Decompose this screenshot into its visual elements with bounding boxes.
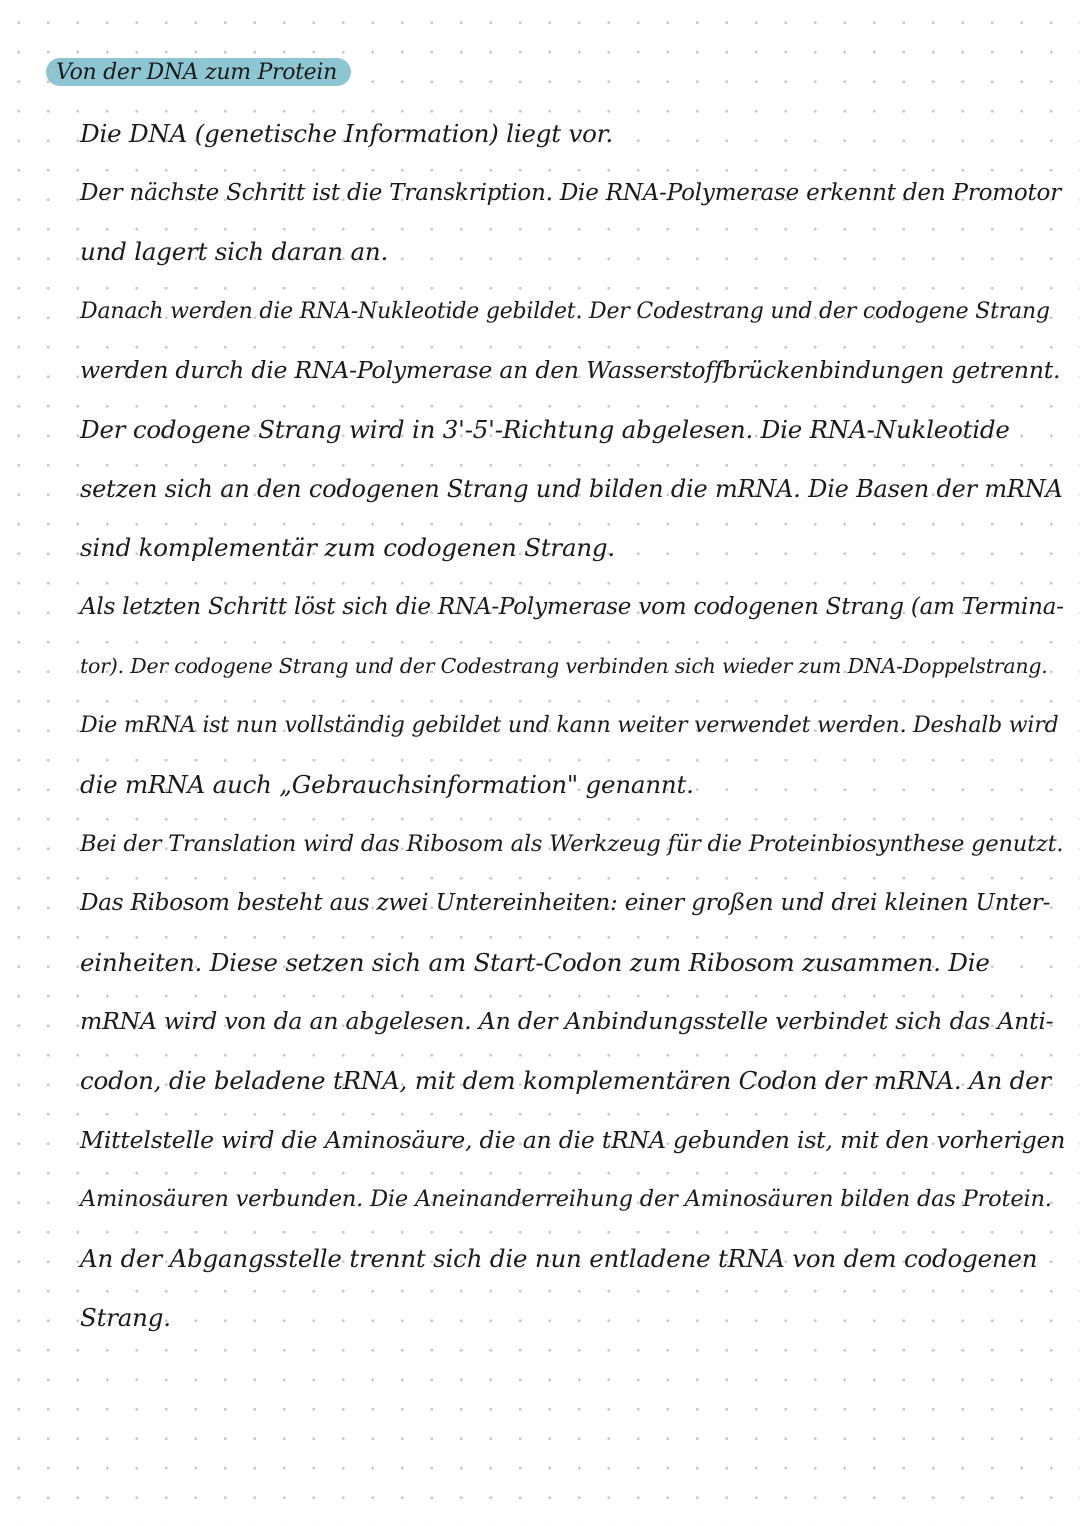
text-line: An der Abgangsstelle trennt sich die nun entladene tRNA von dem codogenen bbox=[80, 1243, 1038, 1273]
text-line: Die mRNA ist nun vollständig gebildet und kann weiter verwendet werden. Deshalb wird bbox=[80, 712, 1059, 738]
title-wrap bbox=[46, 56, 351, 88]
text-line: Das Ribosom besteht aus zwei Untereinheiten: einer großen und drei kleinen Unter- bbox=[80, 890, 1051, 917]
text-line: Mittelstelle wird die Aminosäure, die an die tRNA gebunden ist, mit den vorherigen bbox=[80, 1125, 1066, 1154]
text-line: mRNA wird von da an abgelesen. An der Anbindungsstelle verbindet sich das Anti- bbox=[80, 1007, 1054, 1036]
text-line: setzen sich an den codogenen Strang und bilden die mRNA. Die Basen der mRNA bbox=[80, 474, 1063, 503]
text-line: Strang. bbox=[80, 1302, 171, 1332]
text-line: Aminosäuren verbunden. Die Aneinanderreihung der Aminosäuren bilden das Protein. bbox=[80, 1185, 1052, 1212]
text-line: tor). Der codogene Strang und der Codestrang verbinden sich wieder zum DNA-Doppelstrang. bbox=[80, 654, 1048, 679]
text-line: die mRNA auch „Gebrauchsinformation" genannt. bbox=[80, 770, 694, 800]
text-line: werden durch die RNA-Polymerase an den Wasserstoffbrückenbindungen getrennt. bbox=[80, 356, 1061, 385]
text-line: Bei der Translation wird das Ribosom als Werkzeug für die Proteinbiosynthese genutzt. bbox=[80, 830, 1064, 857]
text-line: Die DNA (genetische Information) liegt vor. bbox=[80, 119, 614, 149]
text-line: einheiten. Diese setzen sich am Start-Codon zum Ribosom zusammen. Die bbox=[80, 947, 990, 977]
text-line: Der nächste Schritt ist die Transkription. Die RNA-Polymerase erkennt den Promotor bbox=[80, 179, 1062, 206]
text-line: sind komplementär zum codogenen Strang. bbox=[80, 533, 616, 563]
text-line: codon, die beladene tRNA, mit dem komplementären Codon der mRNA. An der bbox=[80, 1066, 1051, 1096]
text-line: Als letzten Schritt löst sich die RNA-Polymerase vom codogenen Strang (am Termina- bbox=[80, 594, 1064, 621]
handwritten-text bbox=[80, 104, 1070, 1347]
title-highlight bbox=[46, 58, 351, 86]
text-line: Danach werden die RNA-Nukleotide gebildet. Der Codestrang und der codogene Strang bbox=[80, 298, 1050, 324]
text-line: und lagert sich daran an. bbox=[80, 237, 389, 267]
page-title: Von der DNA zum Protein bbox=[56, 59, 338, 85]
text-line: Der codogene Strang wird in 3'-5'-Richtung abgelesen. Die RNA-Nukleotide bbox=[80, 415, 1010, 445]
